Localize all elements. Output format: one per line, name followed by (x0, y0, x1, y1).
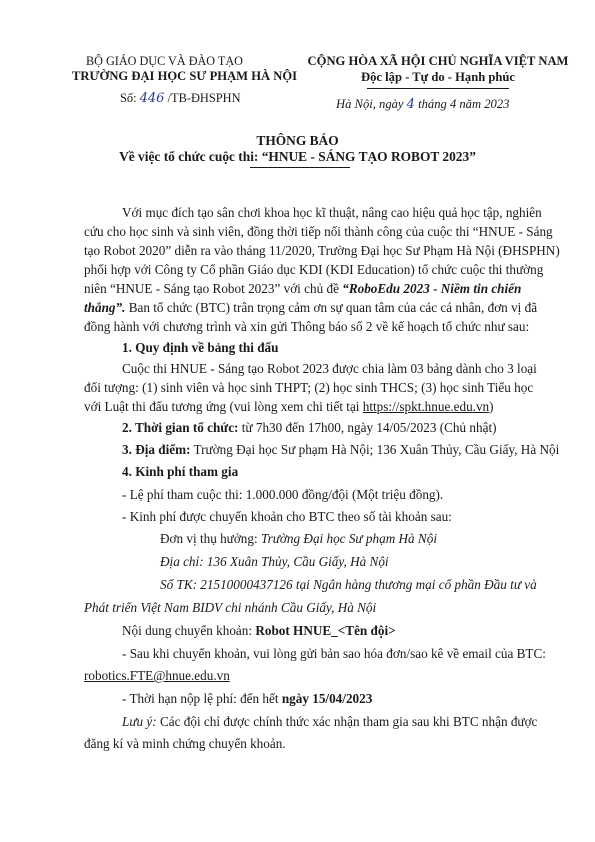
contest-theme-end: thắng”. (84, 300, 126, 315)
account-line-1: Số TK: 21510000437126 tại Ngân hàng thương mại cổ phần Đầu tư và (160, 577, 537, 592)
btc-email-link[interactable]: robotics.FTE@hnue.edu.vn (84, 668, 230, 683)
intro-line-7: đồng hành với chương trình và xin gửi Thông báo số 2 về kế hoạch tổ chức như sau: (84, 319, 530, 334)
section-1-heading: 1. Quy định về bảng thi đấu (122, 340, 279, 355)
intro-line-3: tạo Robot 2020” diễn ra vào tháng 11/2020, Trường Đại học Sư Phạm Hà Nội (ĐHSPHN) (84, 243, 560, 258)
intro-line-6b: Ban tổ chức (BTC) trân trọng cảm ơn sự quan tâm của các cá nhân, đơn vị đã (125, 300, 538, 315)
transfer-content-value: Robot HNUE_<Tên đội> (255, 623, 396, 638)
document-title: THÔNG BÁO (256, 133, 339, 148)
intro-line-5a: niên “HNUE - Sáng tạo Robot 2023” với chủ đề (84, 281, 343, 296)
note-line-2: đăng kí và minh chứng chuyển khoản. (84, 736, 286, 751)
after-transfer-line: - Sau khi chuyển khoản, vui lòng gửi bản sao hóa đơn/sao kê về email của BTC: (122, 646, 546, 661)
deadline-text: - Thời hạn nộp lệ phí: đến hết (122, 691, 282, 706)
note-text-1: Các đội chỉ được chính thức xác nhận tham gia sau khi BTC nhận được (156, 714, 538, 729)
intro-line-6 (84, 299, 537, 318)
document-number (120, 91, 241, 106)
contest-theme: “RoboEdu 2023 - Niềm tin chiến (342, 281, 522, 296)
fee-line: - Lệ phí tham cuộc thi: 1.000.000 đồng/đội (Một triệu đồng). (122, 487, 444, 502)
section-2 (122, 419, 497, 438)
date-suffix: tháng 4 năm 2023 (418, 97, 510, 111)
national-motto: Độc lập - Tự do - Hạnh phúc (361, 70, 515, 84)
transfer-content-label: Nội dung chuyển khoản: (122, 623, 256, 638)
intro-line-2: cứu cho học sinh và sinh viên, đồng thời tiếp nối thành công của cuộc thi “HNUE - Sáng (84, 224, 553, 239)
deadline-date: ngày 15/04/2023 (281, 691, 373, 706)
section-2-text: từ 7h30 đến 17h00, ngày 14/05/2023 (Chủ nhật) (238, 420, 497, 435)
section-1-line-3b: ) (489, 399, 494, 414)
beneficiary-line (160, 530, 437, 549)
beneficiary-value: Trường Đại học Sư phạm Hà Nội (260, 531, 437, 546)
transfer-content-line (122, 622, 396, 641)
intro-line-1: Với mục đích tạo sân chơi khoa học kĩ thuật, nâng cao hiệu quả học tập, nghiên (122, 205, 542, 220)
university-name: TRƯỜNG ĐẠI HỌC SƯ PHẠM HÀ NỘI (72, 69, 298, 83)
number-suffix: /TB-ĐHSPHN (167, 91, 241, 105)
number-prefix: Số: (120, 91, 137, 105)
section-2-label: 2. Thời gian tổ chức: (122, 420, 239, 435)
ministry-name: BỘ GIÁO DỤC VÀ ĐÀO TẠO (86, 54, 243, 68)
beneficiary-label: Đơn vị thụ hưởng: (160, 531, 261, 546)
date-day-handwritten: 4 (406, 97, 415, 112)
motto-underline (367, 88, 509, 89)
section-1-line-1: Cuộc thi HNUE - Sáng tạo Robot 2023 được chia làm 03 bảng dành cho 3 loại (122, 361, 537, 376)
section-1-line-3a: với Luật thi đấu tương ứng (vui lòng xem chi tiết tại (84, 399, 363, 414)
deadline-line (122, 690, 372, 709)
section-3 (122, 441, 559, 460)
section-3-label: 3. Địa điểm: (122, 442, 191, 457)
intro-line-5 (84, 280, 521, 299)
issue-date (336, 97, 509, 112)
address-line: Địa chỉ: 136 Xuân Thủy, Cầu Giấy, Hà Nội (160, 554, 389, 569)
date-prefix: Hà Nội, ngày (336, 97, 404, 111)
note-line-1 (122, 713, 537, 732)
transfer-line: - Kinh phí được chuyển khoản cho BTC theo số tài khoản sau: (122, 509, 452, 524)
account-line-2: Phát triển Việt Nam BIDV chi nhánh Cầu Giấy, Hà Nội (84, 600, 377, 615)
section-3-text: Trường Đại học Sư phạm Hà Nội; 136 Xuân Thủy, Cầu Giấy, Hà Nội (190, 442, 560, 457)
section-1-line-3 (84, 398, 494, 417)
document-subtitle: Về việc tổ chức cuộc thi: “HNUE - SÁNG TẠO ROBOT 2023” (119, 149, 476, 164)
rules-link[interactable]: https://spkt.hnue.edu.vn (362, 399, 490, 414)
number-handwritten: 446 (139, 91, 165, 106)
section-4-heading: 4. Kinh phí tham gia (122, 464, 239, 479)
note-label: Lưu ý: (122, 714, 157, 729)
section-1-line-2: đối tượng: (1) sinh viên và học sinh THPT; (2) học sinh THCS; (3) học sinh Tiểu học (84, 380, 534, 395)
republic-name: CỘNG HÒA XÃ HỘI CHỦ NGHĨA VIỆT NAM (307, 54, 569, 68)
title-underline (250, 167, 350, 168)
intro-line-4: phối hợp với Công ty Cổ phần Giáo dục KDI (KDI Education) tổ chức cuộc thi thường (84, 262, 544, 277)
